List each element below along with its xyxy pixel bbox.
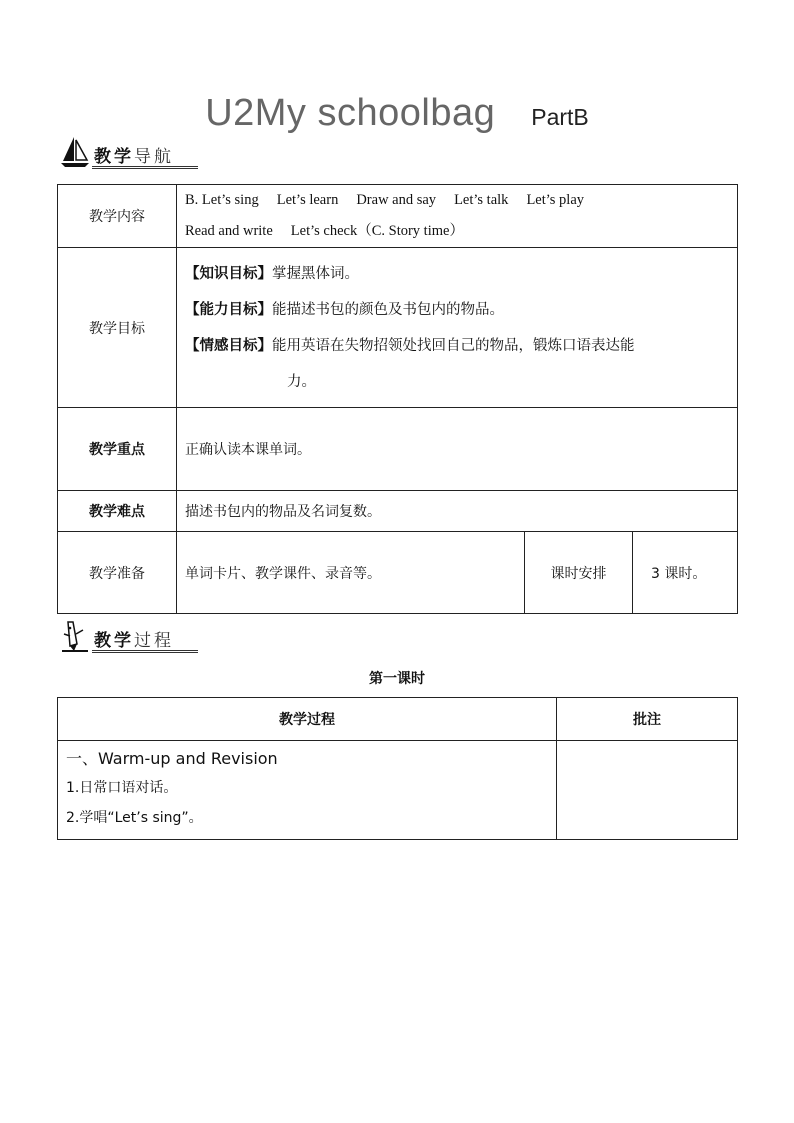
content-row xyxy=(58,185,738,248)
sailboat-icon xyxy=(58,134,94,170)
difficulties-row xyxy=(58,491,738,532)
preparation-row xyxy=(58,532,738,614)
notes-cell xyxy=(557,741,738,840)
key-points-row xyxy=(58,408,738,491)
preparation-text: 单词卡片、教学课件、录音等。 xyxy=(177,532,525,614)
goal-text: 掌握黑体词。 xyxy=(272,265,359,282)
difficulties-text: 描述书包内的物品及名词复数。 xyxy=(177,491,738,532)
goal-tag: 【知识目标】 xyxy=(185,265,272,282)
content-label: 教学内容 xyxy=(58,185,177,248)
process-column-header: 教学过程 xyxy=(58,698,557,741)
schedule-text: 3 课时。 xyxy=(633,532,738,614)
process-table xyxy=(57,697,738,840)
title-main: U2My schoolbag xyxy=(205,92,496,134)
process-content-cell xyxy=(58,741,557,840)
content-item: Let’s learn xyxy=(276,192,339,208)
content-cell xyxy=(177,185,738,248)
pencil-figure-icon xyxy=(58,618,94,654)
goal-emotion xyxy=(185,328,737,364)
process-header-row xyxy=(58,698,738,741)
key-points-text: 正确认读本课单词。 xyxy=(177,408,738,491)
goal-emotion-tail: 力。 xyxy=(287,373,316,390)
process-heading-label xyxy=(94,626,174,651)
content-item: B. Let’s sing xyxy=(185,192,259,208)
process-item: 1.日常口语对话。 xyxy=(66,780,178,796)
goal-tag: 【情感目标】 xyxy=(185,337,272,354)
content-item: Let’s talk xyxy=(454,192,509,208)
key-points-label: 教学重点 xyxy=(58,408,177,491)
title-part: PartB xyxy=(531,104,589,130)
goal-ability xyxy=(185,292,737,328)
nav-section-heading xyxy=(58,134,198,172)
content-item: Let’s check（C. Story time） xyxy=(290,223,464,239)
nav-heading-label xyxy=(94,142,174,167)
preparation-label: 教学准备 xyxy=(58,532,177,614)
process-section-heading xyxy=(58,618,198,656)
process-heading-rest: 过程 xyxy=(134,631,174,651)
lesson-title: 第一课时 xyxy=(369,671,425,687)
process-item xyxy=(66,803,548,833)
goals-row xyxy=(58,248,738,408)
nav-heading-rest: 导航 xyxy=(134,147,174,167)
lesson-info-table xyxy=(57,184,738,614)
process-heading-strong: 教学 xyxy=(94,631,134,651)
notes-column-header: 批注 xyxy=(557,698,738,741)
content-item: Let’s play xyxy=(526,192,585,208)
content-item: Read and write xyxy=(185,223,273,239)
content-line-1 xyxy=(185,185,737,216)
process-heading-underline xyxy=(92,650,198,653)
goals-cell xyxy=(177,248,738,408)
content-line-2 xyxy=(185,216,737,247)
goals-label: 教学目标 xyxy=(58,248,177,408)
process-body-row xyxy=(58,741,738,840)
nav-heading-strong: 教学 xyxy=(94,147,134,167)
process-item-text: 2.学唱“Let’s sing”。 xyxy=(66,810,203,826)
difficulties-label: 教学难点 xyxy=(58,491,177,532)
content-item: Draw and say xyxy=(356,192,437,208)
goal-knowledge xyxy=(185,256,737,292)
goal-tag: 【能力目标】 xyxy=(185,301,272,318)
warmup-heading: 一、Warm-up and Revision xyxy=(66,749,278,768)
nav-heading-underline xyxy=(92,166,198,169)
goal-text: 能描述书包的颜色及书包内的物品。 xyxy=(272,301,504,318)
schedule-label: 课时安排 xyxy=(525,532,633,614)
goal-text: 能用英语在失物招领处找回自己的物品，锻炼口语表达能 xyxy=(272,337,635,354)
